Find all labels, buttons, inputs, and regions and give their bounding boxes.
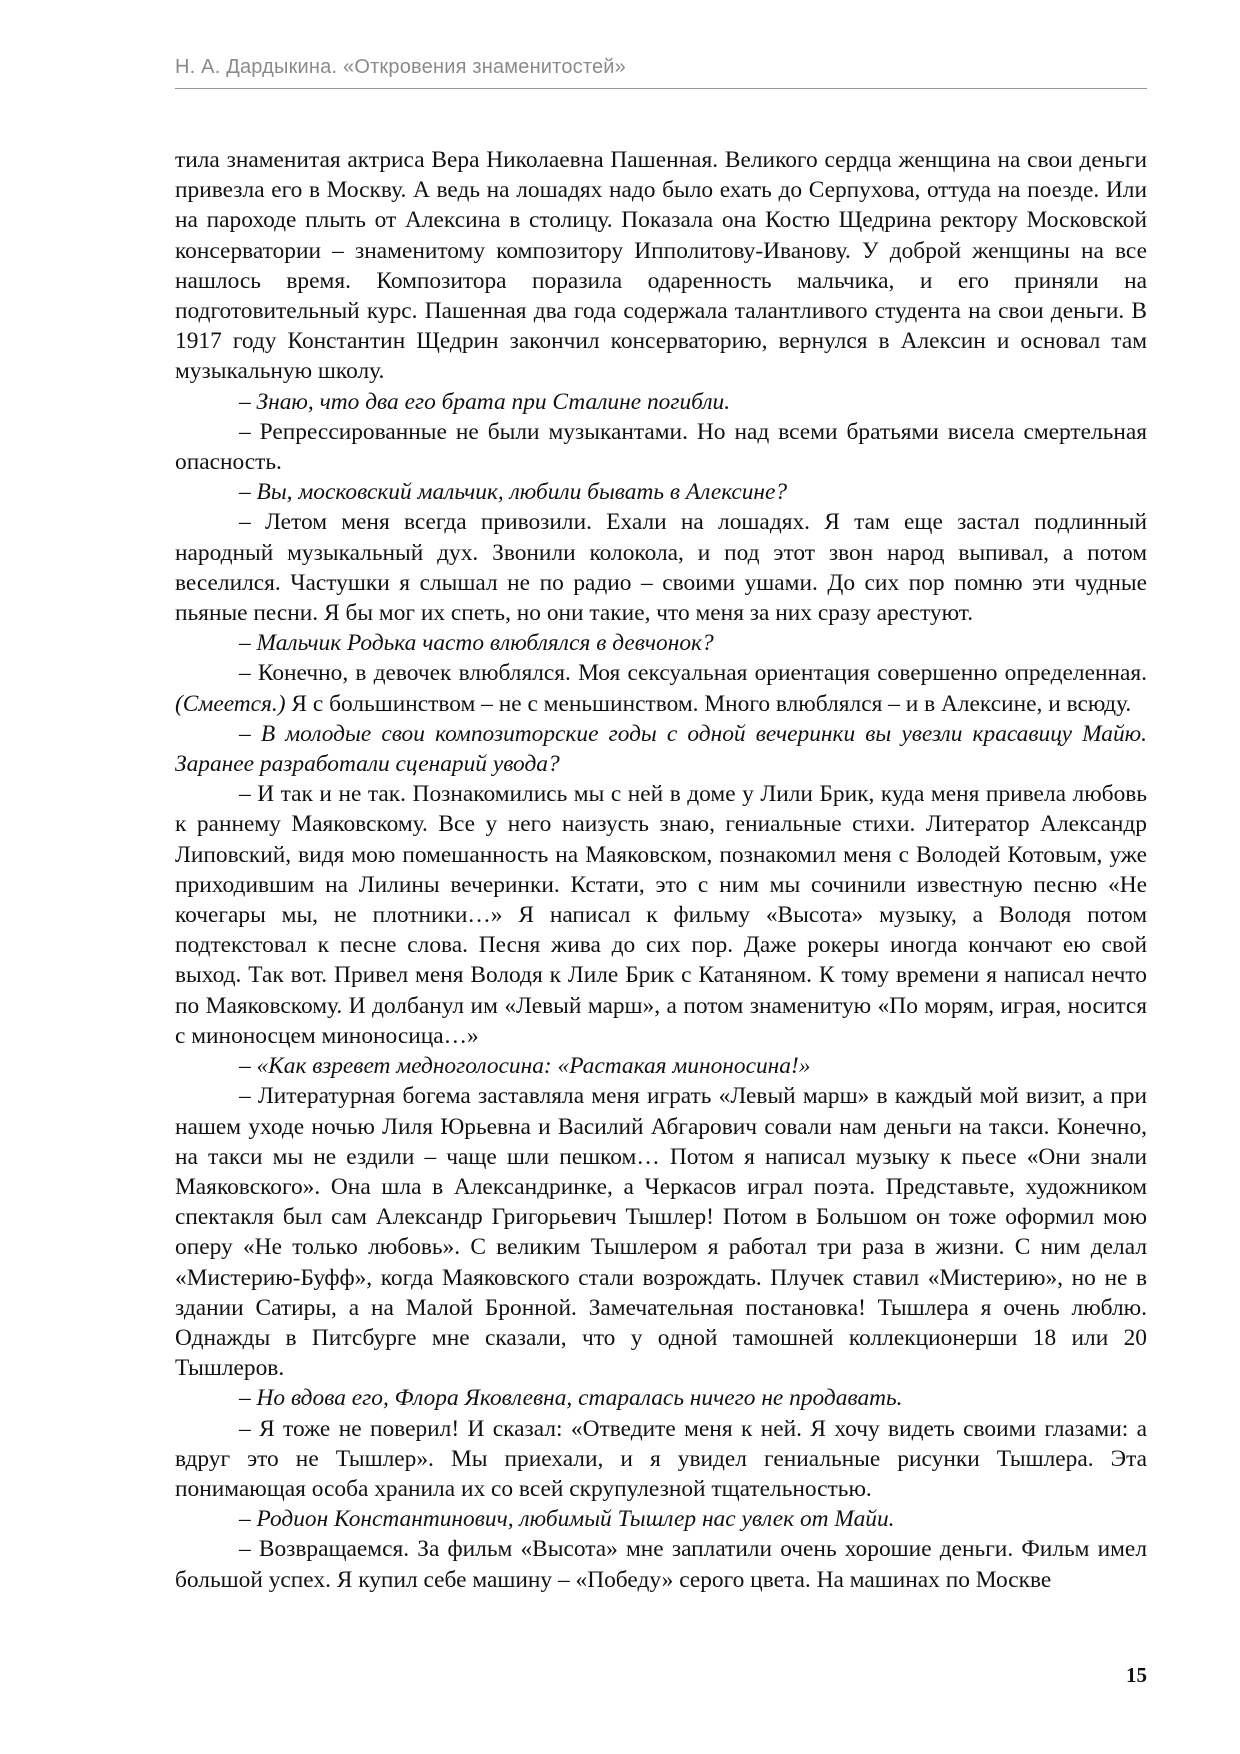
paragraph-question: – «Как взревет медноголосина: «Растакая миноносина!» [239, 1053, 811, 1080]
paragraph-answer: – Летом меня всегда привозили. Ехали на лошадях. Я там еще застал подлинный народный музыкальный дух. Звонили колокола, и под этот звон народ выпивал, а потом веселился. Частушки я слышал не по радио – своими ушами. До сих пор помню эти чудные пьяные песни. Я бы мог их спеть, но они такие, что меня за них сразу арестуют. [175, 509, 1147, 627]
paragraph-question: – Мальчик Родька часто влюблялся в девчонок? [239, 630, 714, 657]
running-head: Н. А. Дардыкина. «Откровения знаменитостей» [175, 56, 626, 78]
paragraph-question: – Родион Константинович, любимый Тышлер нас увлек от Майи. [239, 1506, 895, 1533]
paragraph-answer: – И так и не так. Познакомились мы с ней в доме у Лили Брик, куда меня привела любовь к раннему Маяковскому. Все у него наизусть знаю, гениальные стихи. Литератор Александр Липовский, видя мою помешанность на Маяковском, познакомил меня с Володей Котовым, уже приходившим на Лилины вечеринки. Кстати, это с ним мы сочинили известную песню «Не кочегары мы, не плотники…» Я написал к фильму «Высота» музыку, а Володя потом подтекстовал к песне слова. Песня жива до сих пор. Даже рокеры иногда кончают ею свой выход. Так вот. Привел меня Володя к Лиле Брик с Катаняном. К тому времени я написал нечто по Маяковскому. И долбанул им «Левый марш», а потом знаменитую «По морям, играя, носится с миноносцем миноносица…» [175, 781, 1147, 1049]
body-text [175, 145, 1147, 1595]
paragraph-answer: – Возвращаемся. За фильм «Высота» мне заплатили очень хорошие деньги. Фильм имел большой успех. Я купил себе машину – «Победу» серого цвета. На машинах по Москве [175, 1536, 1147, 1593]
paragraph-answer: – Литературная богема заставляла меня играть «Левый марш» в каждый мой визит, а при нашем уходе ночью Лиля Юрьевна и Василий Абгарович совали нам деньги на такси. Конечно, на такси мы не ездили – чаще шли пешком… Потом я написал музыку к пьесе «Они знали Маяковского». Она шла в Александринке, а Черкасов играл поэта. Представьте, художником спектакля был сам Александр Григорьевич Тышлер! Потом в Большом он тоже оформил мою оперу «Не только любовь». С великим Тышлером я работал три раза в жизни. С ним делал «Мистерию-Буфф», когда Маяковского стали возрождать. Плучек ставил «Мистерию», но не в здании Сатиры, а на Малой Бронной. Замечательная постановка! Тышлера я очень люблю. Однажды в Питсбурге мне сказали, что у одной тамошней коллекционерши 18 или 20 Тышлеров. [175, 1083, 1147, 1382]
header-rule [175, 88, 1147, 89]
paragraph-answer: – Репрессированные не были музыкантами. Но над всеми братьями висела смертельная опасность. [175, 418, 1147, 476]
stage-direction: (Смеется.) [175, 690, 286, 717]
paragraph-question: – Знаю, что два его брата при Сталине погибли. [239, 388, 731, 415]
answer-text: – Конечно, в девочек влюблялся. Моя сексуальная ориентация совершенно определенная. [239, 660, 1147, 687]
answer-text: Я с большинством – не с меньшинством. Много влюблялся – и в Алексине, и всюду. [285, 690, 1132, 717]
paragraph-answer: тила знаменитая актриса Вера Николаевна Пашенная. Великого сердца женщина на свои деньги привезла его в Москву. А ведь на лошадях надо было ехать до Серпухова, оттуда на поезде. Или на пароходе плыть от Алексина в столицу. Показала она Костю Щедрина ректору Московской консерватории – знаменитому композитору Ипполитову-Иванову. У доброй женщины на все нашлось время. Композитора поразила одаренность мальчика, и его приняли на подготовительный курс. Пашенная два года содержала талантливого студента на свои деньги. В 1917 году Константин Щедрин закончил консерваторию, вернулся в Алексин и основал там музыкальную школу. [175, 147, 1147, 385]
paragraph-question: – Вы, московский мальчик, любили бывать в Алексине? [239, 479, 788, 506]
paragraph-answer [175, 658, 1147, 718]
paragraph-answer: – Я тоже не поверил! И сказал: «Отведите меня к ней. Я хочу видеть своими глазами: а вдруг это не Тышлер». Мы приехали, и я увидел гениальные рисунки Тышлера. Эта понимающая особа хранила их со всей скрупулезной тщательностью. [175, 1415, 1147, 1502]
paragraph-question: – В молодые свои композиторские годы с одной вечеринки вы увезли красавицу Майю. Заранее разработали сценарий увода? [175, 720, 1147, 778]
page-number: 15 [1126, 1663, 1147, 1687]
paragraph-question: – Но вдова его, Флора Яковлевна, старалась ничего не продавать. [239, 1385, 903, 1412]
